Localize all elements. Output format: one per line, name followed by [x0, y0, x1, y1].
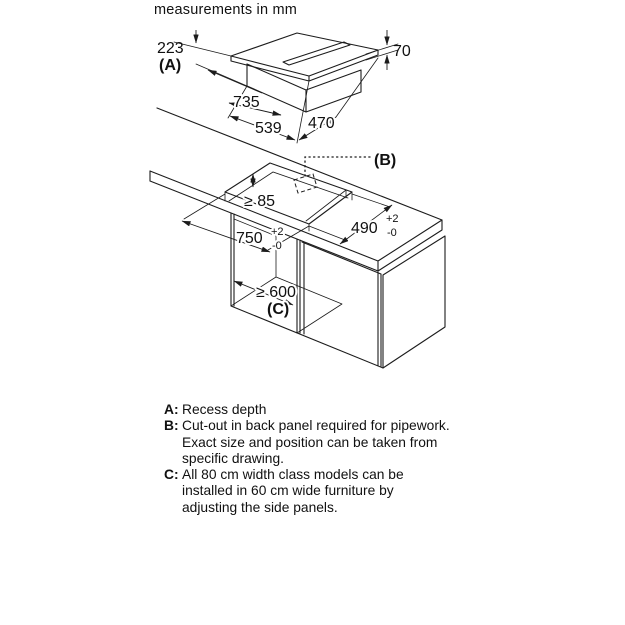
legend-text-b-line1: Cut-out in back panel required for pipework. — [182, 418, 450, 434]
vent-slot — [283, 42, 350, 65]
worktop-edges — [150, 108, 442, 271]
dim-750-tol-minus: -0 — [272, 240, 282, 252]
hob-dimensions — [157, 30, 411, 143]
dim-490-label: 490 — [351, 220, 378, 237]
units-note: measurements in mm — [154, 2, 297, 18]
dim-600-label: ≥ 600 — [256, 284, 296, 301]
legend — [164, 402, 494, 516]
legend-text-a: Recess depth — [182, 402, 267, 417]
dim-750-label: 750 — [236, 230, 263, 247]
legend-item-c — [164, 467, 494, 483]
legend-item-b — [164, 418, 494, 434]
dim-223-label: 223 — [157, 40, 184, 57]
legend-text-c-line2: installed in 60 cm wide furniture by — [182, 483, 394, 499]
legend-text-c-line3: adjusting the side panels. — [182, 499, 338, 515]
dim-539-label: 539 — [255, 120, 282, 137]
label-a-ref: (A) — [159, 57, 182, 74]
dim-223-arrow-bottom — [208, 70, 262, 93]
dim-85-label: ≥ 85 — [244, 193, 276, 210]
legend-text-b-line3: specific drawing. — [182, 450, 284, 466]
b-leader-line — [305, 157, 371, 176]
dim-490-tol-minus: -0 — [387, 227, 397, 239]
dim-750-tol-plus: +2 — [271, 226, 284, 238]
dim-470-label: 470 — [308, 115, 335, 132]
legend-item-a — [164, 402, 494, 418]
label-c-ref: (C) — [267, 301, 290, 318]
dim-735-label: 735 — [233, 94, 260, 111]
cabinet-drawing — [150, 108, 445, 368]
dim-70-label: 70 — [393, 43, 411, 60]
legend-key-a: A: — [164, 402, 179, 417]
legend-text-b-line2: Exact size and position can be taken from — [182, 434, 438, 450]
dim-490-tol-plus: +2 — [386, 213, 399, 225]
cabinet-dimensions — [182, 152, 399, 318]
label-b-ref: (B) — [374, 152, 397, 169]
legend-text-c-line1: All 80 cm width class models can be — [182, 467, 404, 483]
legend-key-b: B: — [164, 418, 179, 434]
legend-key-c: C: — [164, 467, 179, 483]
